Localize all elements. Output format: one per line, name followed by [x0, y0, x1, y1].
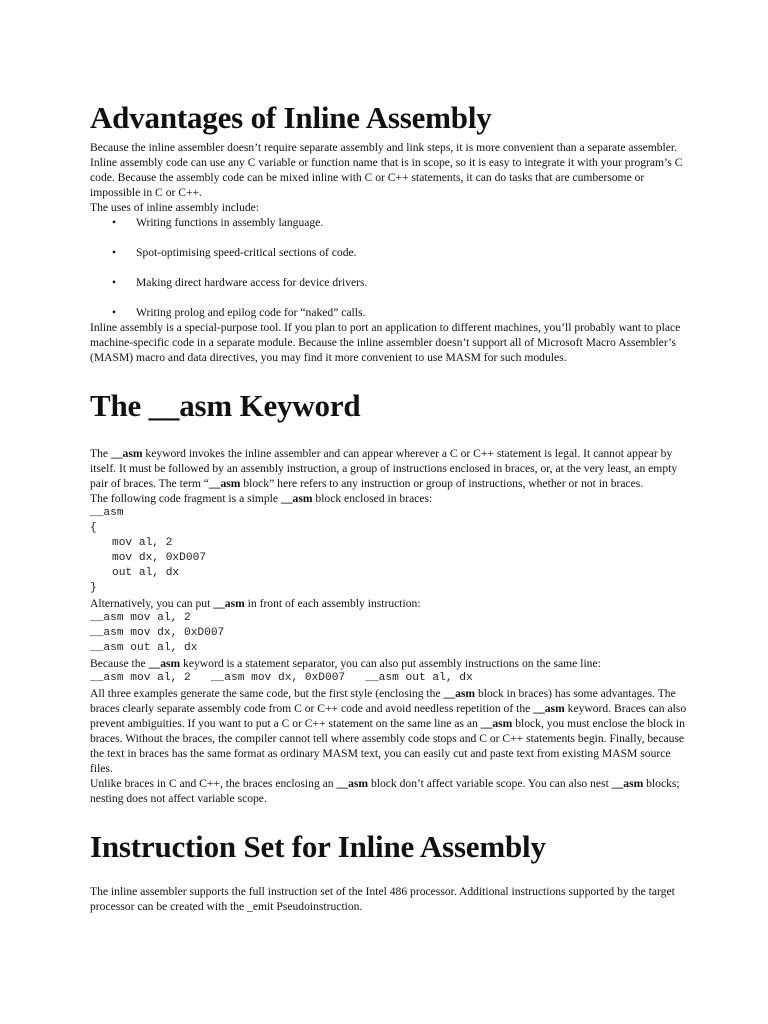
uses-list	[90, 215, 690, 320]
asm-keyword: __asm	[443, 687, 476, 700]
code-line: __asm mov dx, 0xD007	[90, 627, 225, 639]
paragraph-uses-intro: The uses of inline assembly include:	[90, 201, 260, 214]
list-item-text: Making direct hardware access for device drivers.	[136, 276, 368, 289]
document-page	[90, 0, 690, 914]
paragraph-statement-separator: Because the __asm keyword is a statement separator, you can also put assembly instructions on the same line:	[90, 657, 601, 670]
paragraph-advantages-intro: Because the inline assembler doesn’t require separate assembly and link steps, it is more convenient than a separate assembler. Inline assembly code can use any C variable or function name that is in scope, so it is easy to integrate it with your program’s C code. Because the assembly code can be mixed inline with C or C++ statements, it can do tasks that are cumbersome or impossible in C or C++.	[90, 141, 683, 199]
bullet-icon: •	[112, 246, 117, 259]
list-item-text: Writing functions in assembly language.	[136, 216, 324, 229]
code-line: }	[90, 582, 97, 594]
asm-keyword: __asm	[336, 777, 369, 790]
paragraph-variable-scope: Unlike braces in C and C++, the braces enclosing an __asm block don’t affect variable scope. You can also nest __asm blocks; nesting does not affect variable scope.	[90, 777, 680, 805]
list-item-text: Writing prolog and epilog code for “naked” calls.	[136, 306, 366, 319]
list-item-text: Spot-optimising speed-critical sections of code.	[136, 246, 357, 259]
asm-keyword: __asm	[110, 447, 143, 460]
list-item	[90, 305, 690, 320]
asm-keyword: __asm	[208, 477, 241, 490]
heading-asm-keyword: The __asm Keyword	[90, 388, 361, 423]
asm-keyword: __asm	[280, 492, 313, 505]
paragraph-alternatively: Alternatively, you can put __asm in front of each assembly instruction:	[90, 597, 421, 610]
code-line: {	[90, 522, 97, 534]
code-line: mov dx, 0xD007	[112, 552, 206, 564]
list-item	[90, 275, 690, 290]
code-line-same-line: __asm mov al, 2 __asm mov dx, 0xD007 __asm out al, dx	[90, 672, 473, 684]
code-block-braces	[90, 506, 690, 596]
paragraph-asm-intro: The __asm keyword invokes the inline assembler and can appear wherever a C or C++ statement is legal. It cannot appear by itself. It must be followed by an assembly instruction, a group of instructions enclosed in braces, or, at the very least, an empty pair of braces. The term “__asm block” here refers to any instruction or group of instructions, whether or not in braces.	[90, 447, 678, 490]
bullet-icon: •	[112, 276, 117, 289]
bullet-icon: •	[112, 216, 117, 229]
paragraph-three-examples: All three examples generate the same code, but the first style (enclosing the __asm block in braces) has some advantages. The braces clearly separate assembly code from C or C++ code and avoid needless repetition of the __asm keyword. Braces can also prevent ambiguities. If you want to put a C or C++ statement on the same line as an __asm block, you must enclose the block in braces. Without the braces, the compiler cannot tell where assembly code stops and C or C++ statements begin. Finally, because the text in braces has the same format as ordinary MASM text, you can easily cut and paste text from existing MASM source files.	[90, 687, 687, 775]
bullet-icon: •	[112, 306, 117, 319]
asm-keyword: __asm	[533, 702, 565, 715]
asm-keyword: __asm	[480, 717, 513, 730]
code-line: mov al, 2	[112, 537, 173, 549]
heading-instruction-set: Instruction Set for Inline Assembly	[90, 829, 546, 864]
paragraph-fragment-intro: The following code fragment is a simple __asm block enclosed in braces:	[90, 492, 433, 505]
list-item	[90, 245, 690, 260]
code-block-prefixed	[90, 611, 690, 656]
asm-keyword: __asm	[213, 597, 245, 610]
asm-keyword: __asm	[611, 777, 644, 790]
list-item	[90, 215, 690, 230]
heading-advantages: Advantages of Inline Assembly	[90, 100, 492, 135]
code-line: __asm mov al, 2	[90, 612, 191, 624]
code-line: out al, dx	[112, 567, 180, 579]
paragraph-special-purpose: Inline assembly is a special-purpose tool. If you plan to port an application to different machines, you’ll probably want to place machine-specific code in a separate module. Because the inline assembler doesn’t support all of Microsoft Macro Assembler’s (MASM) macro and data directives, you may find it more convenient to use MASM for such modules.	[90, 321, 681, 364]
code-line: __asm out al, dx	[90, 642, 198, 654]
asm-keyword: __asm	[148, 657, 181, 670]
paragraph-instruction-set: The inline assembler supports the full instruction set of the Intel 486 processor. Additional instructions supported by the target processor can be created with the _emit Pseudoinstruction.	[90, 885, 675, 913]
code-line: __asm	[90, 507, 124, 519]
